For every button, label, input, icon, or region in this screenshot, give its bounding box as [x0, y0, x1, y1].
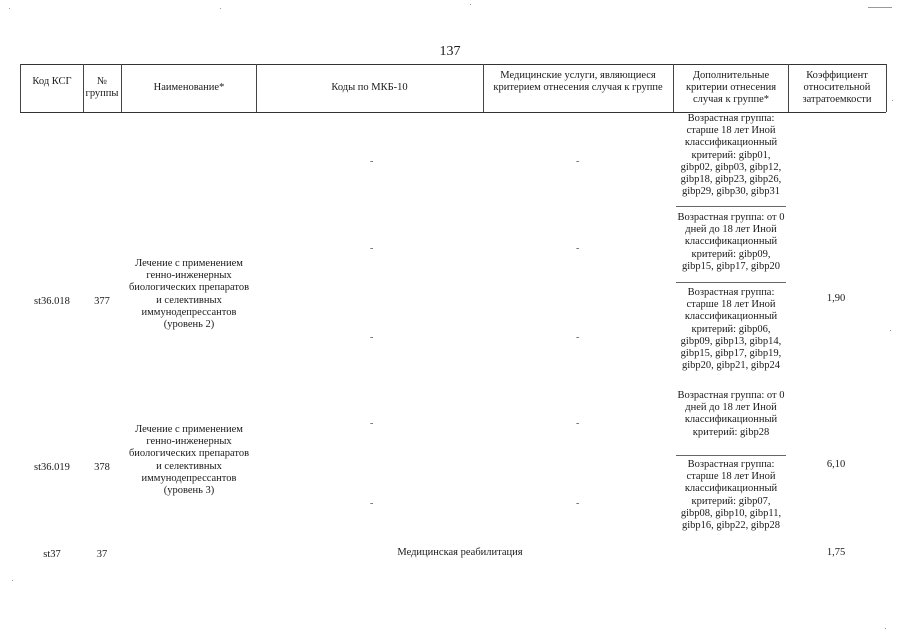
- row-criteria: Возрастная группа: старше 18 лет Иной классификационный критерий: gibp06, gibp09, gibp13, gibp14, gibp15, gibp17, gibp19, gibp20, gibp21, gibp24: [680, 287, 782, 372]
- header-code: Код КСГ: [32, 76, 72, 87]
- empty-dash: -: [576, 498, 580, 509]
- scan-speck: [470, 4, 471, 5]
- scan-speck: [890, 330, 891, 331]
- empty-dash: -: [370, 156, 374, 167]
- row-criteria: Возрастная группа: старше 18 лет Иной классификационный критерий: gibp01, gibp02, gibp03, gibp12, gibp18, gibp23, gibp26, gibp29, gibp30, gibp31: [680, 113, 782, 198]
- empty-dash: -: [370, 498, 374, 509]
- row-coefficient: 1,90: [826, 293, 846, 304]
- header-medical-services: Медицинские услуги, являющиеся критерием отнесения случая к группе: [493, 70, 663, 94]
- row-criteria: Возрастная группа: старше 18 лет Иной классификационный критерий: gibp07, gibp08, gibp10, gibp11, gibp16, gibp22, gibp28: [680, 459, 782, 532]
- section-title: Медицинская реабилитация: [397, 547, 523, 558]
- row-coefficient: 1,75: [826, 547, 846, 558]
- empty-dash: -: [370, 418, 374, 429]
- header-separator: [483, 64, 484, 112]
- header-name: Наименование*: [153, 82, 225, 93]
- header-border-left: [20, 64, 21, 112]
- header-group-number: № группы: [85, 76, 119, 100]
- row-criteria: Возрастная группа: от 0 дней до 18 лет Иной классификационный критерий: gibp28: [677, 390, 785, 438]
- header-separator: [121, 64, 122, 112]
- scan-speck: [220, 8, 221, 9]
- header-separator: [788, 64, 789, 112]
- row-group-number: 37: [96, 549, 108, 560]
- row-name: Лечение с применением генно-инженерных биологических препаратов и селективных иммунодепрессантов (уровень 3): [128, 424, 250, 497]
- criteria-separator: [676, 282, 786, 283]
- empty-dash: -: [576, 418, 580, 429]
- header-coefficient: Коэффициент относительной затратоемкости: [802, 70, 872, 106]
- row-coefficient: 6,10: [826, 459, 846, 470]
- header-separator: [83, 64, 84, 112]
- row-criteria: Возрастная группа: от 0 дней до 18 лет Иной классификационный критерий: gibp09, gibp15, gibp17, gibp20: [677, 212, 785, 272]
- row-code: st36.018: [34, 296, 70, 307]
- header-icd-codes: Коды по МКБ-10: [331, 82, 408, 93]
- row-name: Лечение с применением генно-инженерных биологических препаратов и селективных иммунодепрессантов (уровень 2): [128, 258, 250, 331]
- empty-dash: -: [576, 332, 580, 343]
- scan-speck: [868, 7, 892, 8]
- row-group-number: 377: [94, 296, 110, 307]
- empty-dash: -: [576, 156, 580, 167]
- scan-speck: [9, 8, 10, 9]
- criteria-separator: [676, 206, 786, 207]
- empty-dash: -: [370, 332, 374, 343]
- page-number: 137: [439, 44, 461, 59]
- header-separator: [673, 64, 674, 112]
- scan-speck: [892, 100, 893, 101]
- row-group-number: 378: [94, 462, 110, 473]
- scan-speck: [12, 580, 13, 581]
- header-separator: [256, 64, 257, 112]
- row-code: st36.019: [34, 462, 70, 473]
- scan-speck: [885, 628, 886, 629]
- criteria-separator: [676, 455, 786, 456]
- table-top-rule: [20, 64, 886, 65]
- empty-dash: -: [370, 243, 374, 254]
- row-code: st37: [43, 549, 61, 560]
- empty-dash: -: [576, 243, 580, 254]
- header-border-right: [886, 64, 887, 112]
- header-extra-criteria: Дополнительные критерии отнесения случая к группе*: [685, 70, 777, 106]
